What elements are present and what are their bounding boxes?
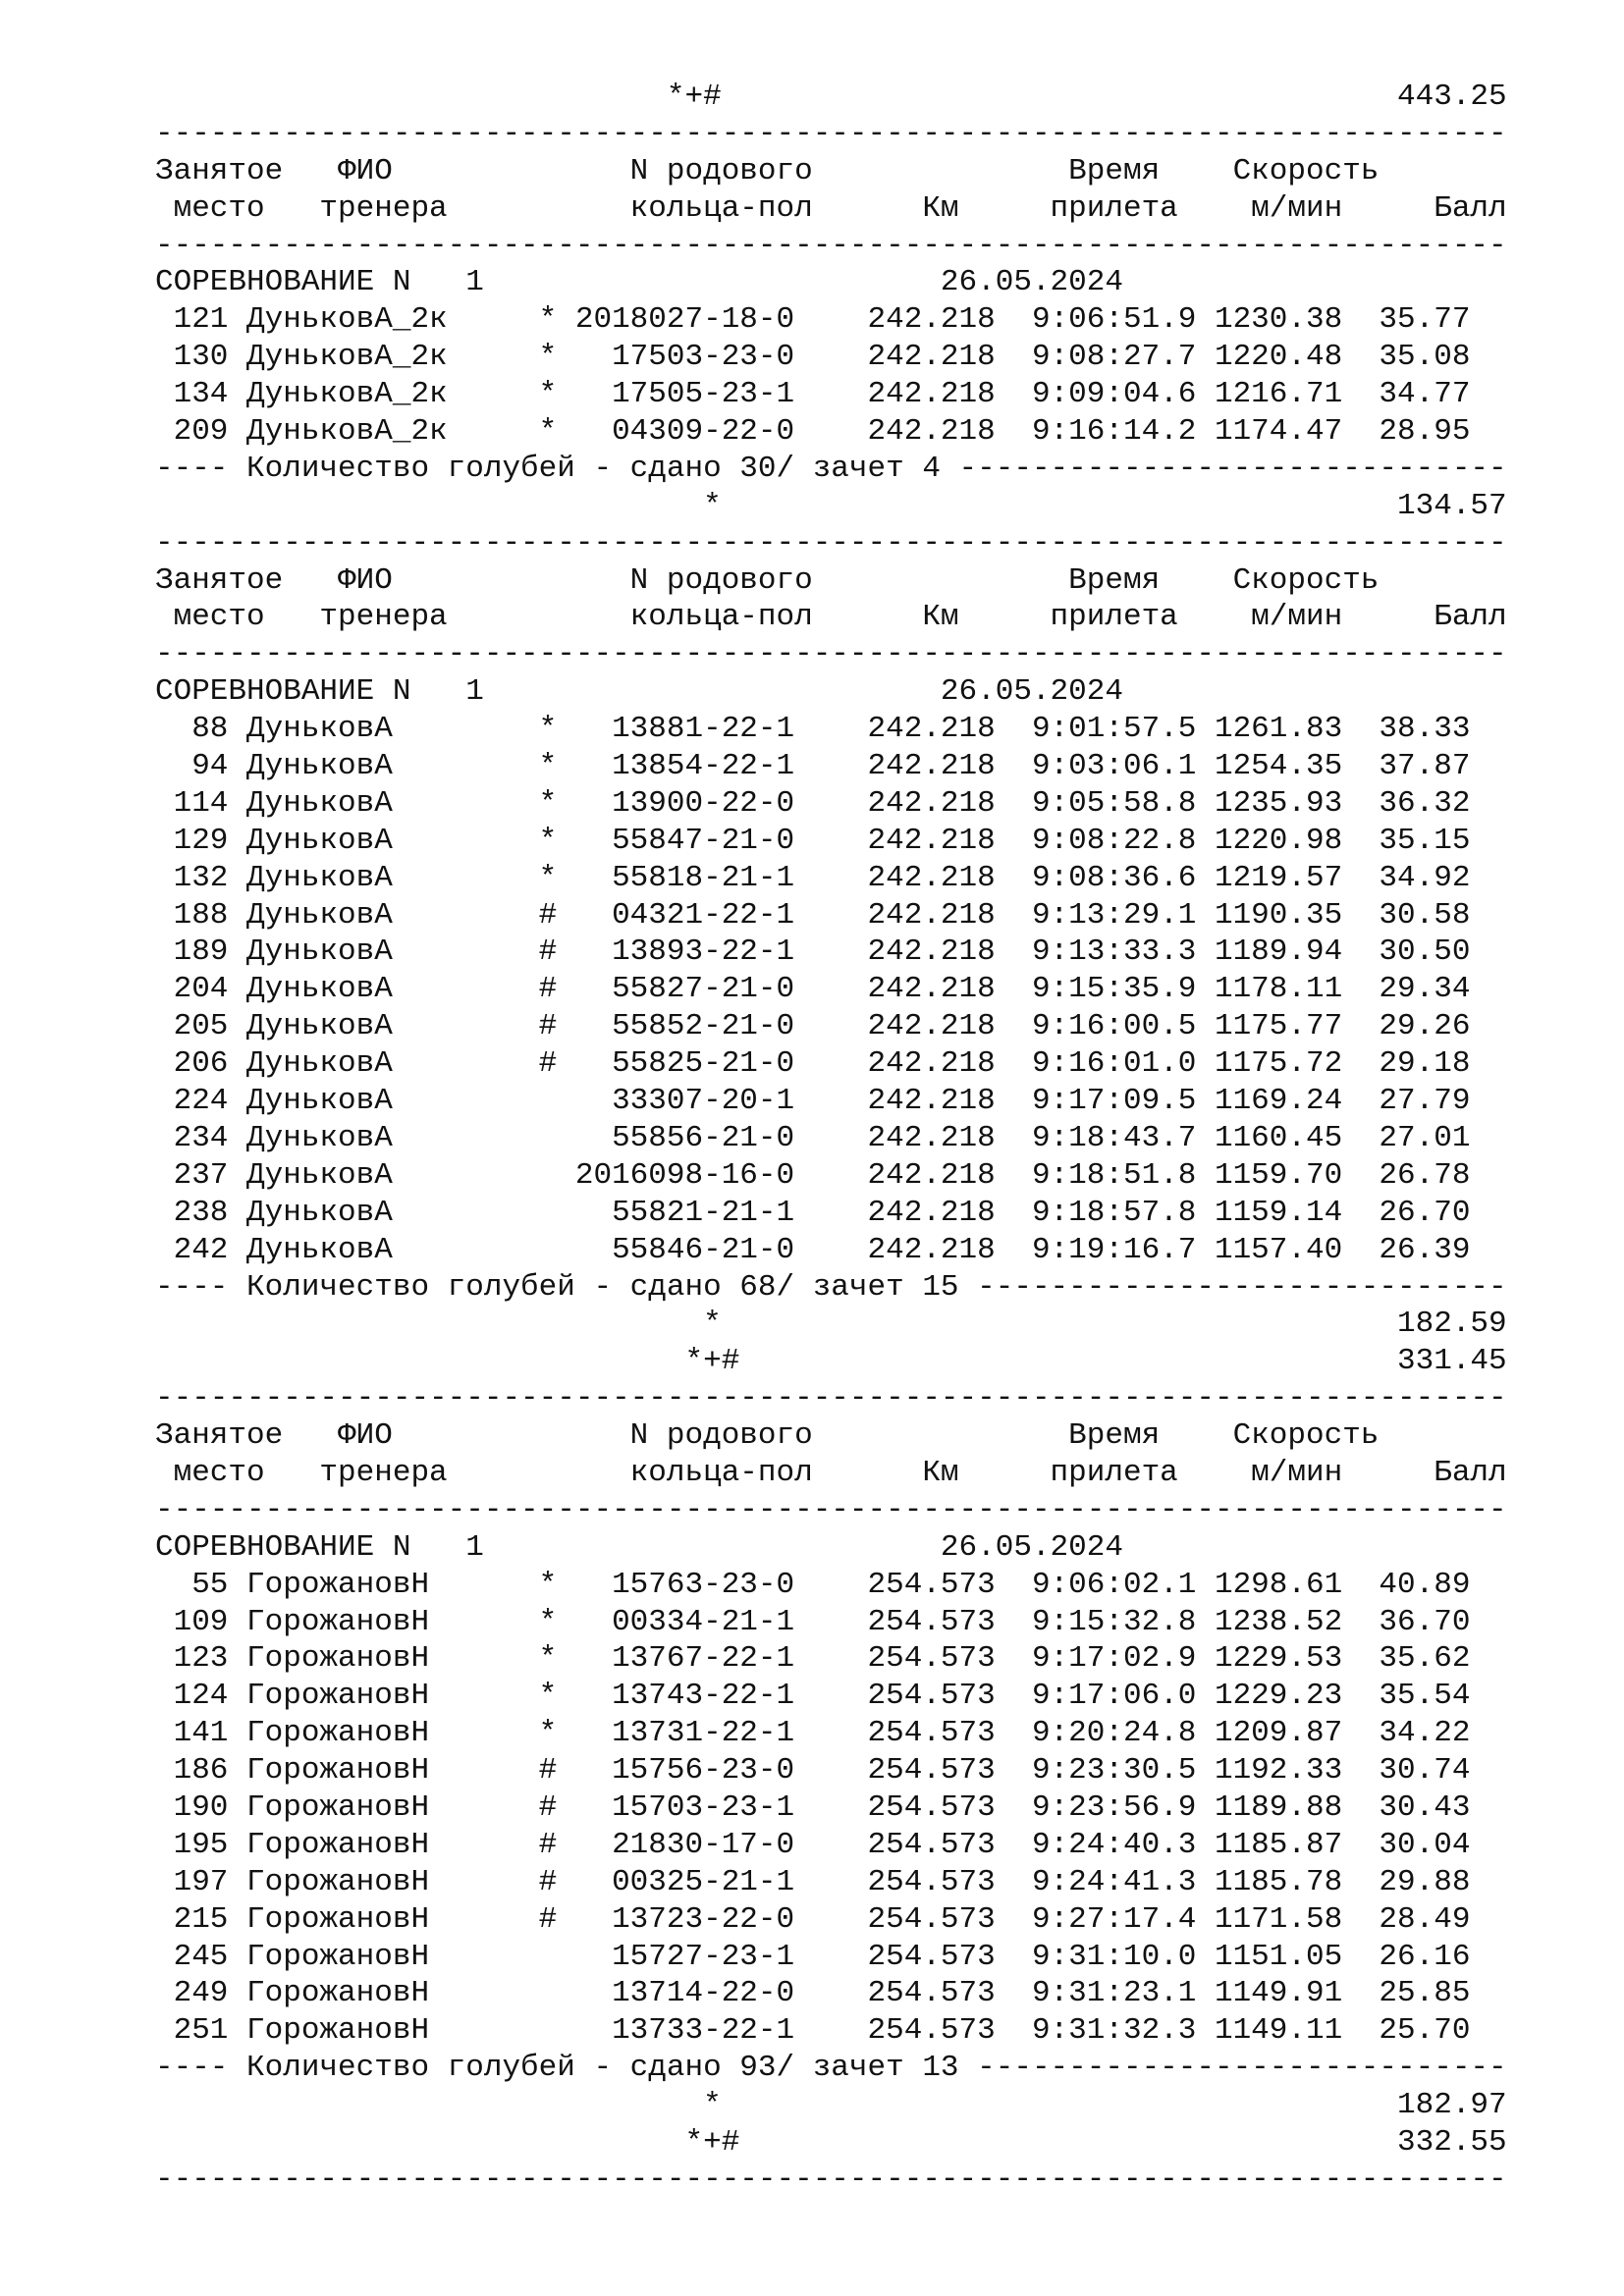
result-row: 205 ДуньковА # 55852-21-0 242.218 9:16:00.5 1175.77 29.26 bbox=[155, 1009, 1471, 1044]
section-total: *+# 332.55 bbox=[155, 2124, 1507, 2160]
separator: -------------------------------------------------------------------------- bbox=[155, 228, 1507, 263]
competition-title: СОРЕВНОВАНИЕ N 1 26.05.2024 bbox=[155, 1529, 1123, 1565]
separator: -------------------------------------------------------------------------- bbox=[155, 116, 1507, 151]
result-row: 129 ДуньковА * 55847-21-0 242.218 9:08:22.8 1220.98 35.15 bbox=[155, 823, 1471, 858]
result-row: 132 ДуньковА * 55818-21-1 242.218 9:08:36.6 1219.57 34.92 bbox=[155, 860, 1471, 895]
result-row: 245 ГорожановН 15727-23-1 254.573 9:31:10.0 1151.05 26.16 bbox=[155, 1939, 1471, 1974]
top-total-line: *+# 443.25 bbox=[155, 80, 1507, 114]
result-row: 109 ГорожановН * 00334-21-1 254.573 9:15:32.8 1238.52 36.70 bbox=[155, 1604, 1471, 1639]
separator: -------------------------------------------------------------------------- bbox=[155, 637, 1507, 672]
separator: -------------------------------------------------------------------------- bbox=[155, 1381, 1507, 1416]
section-total: *+# 331.45 bbox=[155, 1344, 1507, 1379]
result-row: 186 ГорожановН # 15756-23-0 254.573 9:23:30.5 1192.33 30.74 bbox=[155, 1753, 1471, 1789]
result-row: 94 ДуньковА * 13854-22-1 242.218 9:03:06.1 1254.35 37.87 bbox=[155, 749, 1471, 784]
result-row: 242 ДуньковА 55846-21-0 242.218 9:19:16.7 1157.40 26.39 bbox=[155, 1232, 1471, 1267]
separator: -------------------------------------------------------------------------- bbox=[155, 525, 1507, 561]
result-row: 224 ДуньковА 33307-20-1 242.218 9:17:09.5 1169.24 27.79 bbox=[155, 1084, 1471, 1119]
result-row: 234 ДуньковА 55856-21-0 242.218 9:18:43.7 1160.45 27.01 bbox=[155, 1120, 1471, 1155]
result-row: 188 ДуньковА # 04321-22-1 242.218 9:13:29.1 1190.35 30.58 bbox=[155, 897, 1471, 933]
table-header-row-1: Занятое ФИО N родового Время Скорость bbox=[155, 562, 1380, 598]
result-row: 195 ГорожановН # 21830-17-0 254.573 9:24:40.3 1185.87 30.04 bbox=[155, 1827, 1471, 1862]
result-row: 130 ДуньковА_2к * 17503-23-0 242.218 9:08:27.7 1220.48 35.08 bbox=[155, 340, 1471, 375]
result-row: 121 ДуньковА_2к * 2018027-18-0 242.218 9:06:51.9 1230.38 35.77 bbox=[155, 302, 1471, 338]
result-row: 238 ДуньковА 55821-21-1 242.218 9:18:57.8 1159.14 26.70 bbox=[155, 1195, 1471, 1230]
summary-line: ---- Количество голубей - сдано 68/ зачет 15 ----------------------------- bbox=[155, 1269, 1507, 1305]
result-row: 190 ГорожановН # 15703-23-1 254.573 9:23:56.9 1189.88 30.43 bbox=[155, 1789, 1471, 1825]
result-row: 88 ДуньковА * 13881-22-1 242.218 9:01:57.5 1261.83 38.33 bbox=[155, 712, 1471, 747]
result-row: 249 ГорожановН 13714-22-0 254.573 9:31:23.1 1149.91 25.85 bbox=[155, 1976, 1471, 2011]
result-row: 209 ДуньковА_2к * 04309-22-0 242.218 9:16:14.2 1174.47 28.95 bbox=[155, 414, 1471, 450]
result-row: 237 ДуньковА 2016098-16-0 242.218 9:18:51.8 1159.70 26.78 bbox=[155, 1157, 1471, 1193]
section-total: * 182.59 bbox=[155, 1307, 1507, 1342]
result-row: 215 ГорожановН # 13723-22-0 254.573 9:27:17.4 1171.58 28.49 bbox=[155, 1901, 1471, 1937]
table-header-row-1: Занятое ФИО N родового Время Скорость bbox=[155, 1418, 1380, 1454]
result-row: 123 ГорожановН * 13767-22-1 254.573 9:17:02.9 1229.53 35.62 bbox=[155, 1641, 1471, 1677]
result-row: 197 ГорожановН # 00325-21-1 254.573 9:24:41.3 1185.78 29.88 bbox=[155, 1864, 1471, 1899]
results-report bbox=[155, 79, 1507, 2199]
result-row: 134 ДуньковА_2к * 17505-23-1 242.218 9:09:04.6 1216.71 34.77 bbox=[155, 377, 1471, 412]
result-row: 124 ГорожановН * 13743-22-1 254.573 9:17:06.0 1229.23 35.54 bbox=[155, 1679, 1471, 1714]
competition-title: СОРЕВНОВАНИЕ N 1 26.05.2024 bbox=[155, 674, 1123, 710]
summary-line: ---- Количество голубей - сдано 93/ зачет 13 ----------------------------- bbox=[155, 2051, 1507, 2086]
section-total: * 182.97 bbox=[155, 2088, 1507, 2123]
separator: -------------------------------------------------------------------------- bbox=[155, 2162, 1507, 2197]
result-row: 206 ДуньковА # 55825-21-0 242.218 9:16:01.0 1175.72 29.18 bbox=[155, 1046, 1471, 1082]
table-header-row-2: место тренера кольца-пол Км прилета м/мин Балл bbox=[155, 190, 1507, 226]
summary-line: ---- Количество голубей - сдано 30/ зачет 4 ------------------------------ bbox=[155, 451, 1507, 486]
competition-title: СОРЕВНОВАНИЕ N 1 26.05.2024 bbox=[155, 265, 1123, 300]
section-total: * 134.57 bbox=[155, 488, 1507, 523]
result-row: 114 ДуньковА * 13900-22-0 242.218 9:05:58.8 1235.93 36.32 bbox=[155, 785, 1471, 821]
result-row: 55 ГорожановН * 15763-23-0 254.573 9:06:02.1 1298.61 40.89 bbox=[155, 1567, 1471, 1602]
result-row: 189 ДуньковА # 13893-22-1 242.218 9:13:33.3 1189.94 30.50 bbox=[155, 934, 1471, 970]
result-row: 141 ГорожановН * 13731-22-1 254.573 9:20:24.8 1209.87 34.22 bbox=[155, 1716, 1471, 1751]
result-row: 251 ГорожановН 13733-22-1 254.573 9:31:32.3 1149.11 25.70 bbox=[155, 2013, 1471, 2049]
separator: -------------------------------------------------------------------------- bbox=[155, 1492, 1507, 1527]
table-header-row-1: Занятое ФИО N родового Время Скорость bbox=[155, 153, 1380, 188]
table-header-row-2: место тренера кольца-пол Км прилета м/мин Балл bbox=[155, 600, 1507, 635]
table-header-row-2: место тренера кольца-пол Км прилета м/мин Балл bbox=[155, 1455, 1507, 1490]
result-row: 204 ДуньковА # 55827-21-0 242.218 9:15:35.9 1178.11 29.34 bbox=[155, 972, 1471, 1007]
